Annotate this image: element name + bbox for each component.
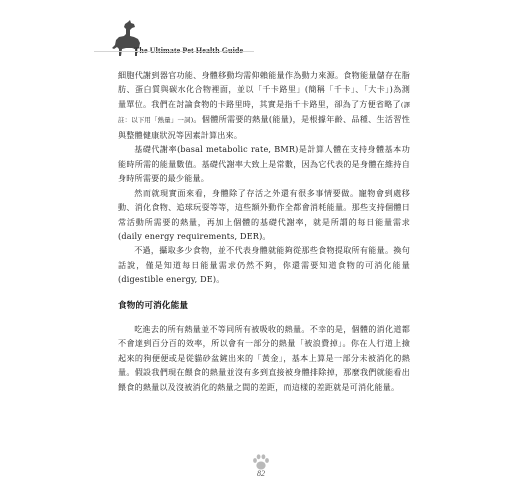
paragraph-3: 然而就現實面來看，身體除了存活之外還有很多事情要做。寵物會到處移動、消化食物、追球玩耍等等，這些額外動作全都會消耗能量。那些支持個體日常活動所需要的熱量，再加上個體的基礎代謝率，就是所謂的每日能量需求(daily energy requirements, DER)。 [118,187,410,241]
translator-note: (譯註：以下用「熱量」一詞) [118,100,410,125]
page-number: 82 [257,469,265,478]
paragraph-2: 基礎代謝率(basal metabolic rate, BMR)是計算人體在支持身體基本功能時所需的能量數值。基礎代謝率大致上是常數，因為它代表的是身體在維持自身時所需要的最少能量。 [118,144,410,184]
section-heading: 食物的可消化能量 [118,300,189,311]
paragraph-5: 吃進去的所有熱量並不等同所有被吸收的熱量。不幸的是，個體的消化道都不會達到百分百的效率，所以會有一部分的熱量「被浪費掉」。你在人行道上撿起來的狗便便或是從貓砂盆鏟出來的「黃金」，基本上算是一部分未被消化的熱量。假設我們現在餵食的熱量並沒有多到直接被身體排除掉，那麼我們就能看出餵食的熱量以及沒被消化的熱量之間的差距，而這樣的差距就是可消化能量。 [118,323,410,392]
paragraph-1-text-b: 。個體所需要的熱量(能量)，是根據年齡、品種、生活習性與整體健康狀況等因素計算出來。 [118,114,410,140]
body-text [118,68,410,394]
header-rule [94,51,254,52]
paragraph-4: 不過，攝取多少食物，並不代表身體就能夠從那些食物提取所有能量。換句話說，僅是知道每日能量需求仍然不夠，你還需要知道食物的可消化能量(digestible energy, DE)。 [118,245,410,285]
paragraph-1 [118,68,410,142]
page-footer [247,453,275,487]
paragraph-1-text-a: 細胞代謝到器官功能、身體移動均需仰賴能量作為動力來源。食物能量儲存在脂肪、蛋白質與碳水化合物裡面，並以「千卡路里」(簡稱「千卡」、「大卡」)為測量單位。我們在討論食物的卡路里時，其實是指千卡路里，卻為了方便省略了 [118,70,410,109]
